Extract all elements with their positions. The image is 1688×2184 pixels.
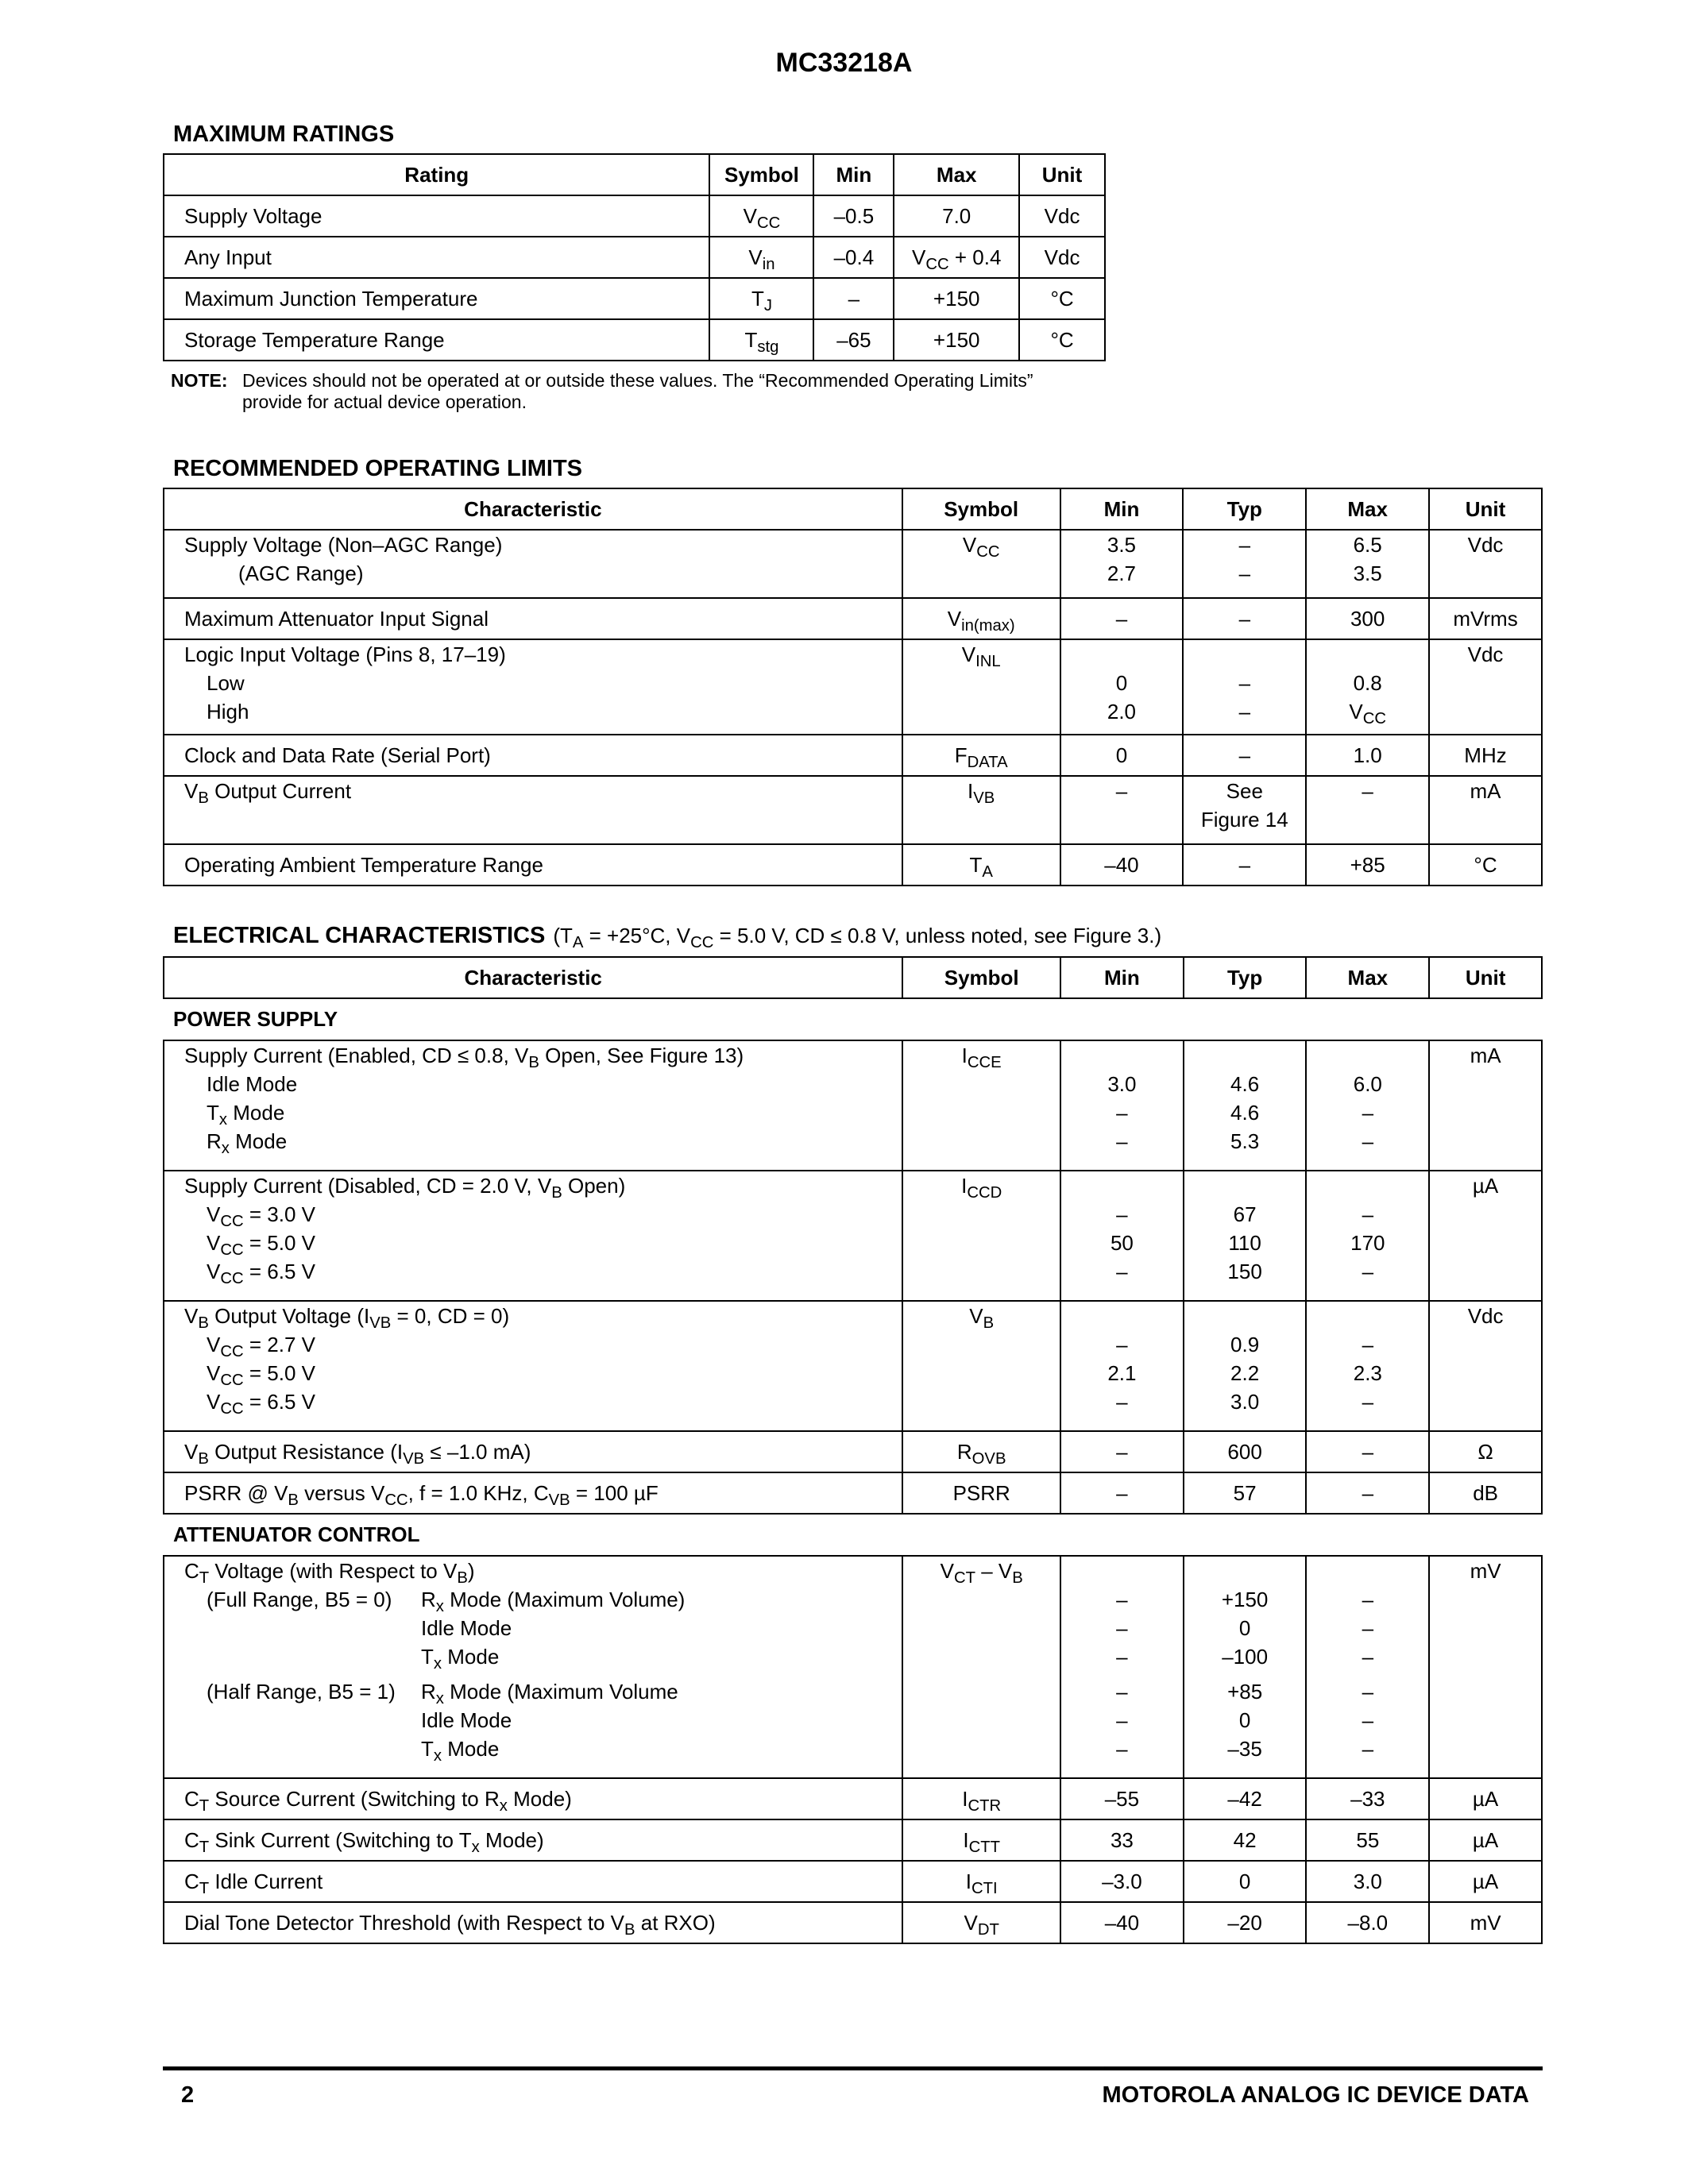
elec-table [163,956,1543,1944]
column-header: Unit [1429,957,1542,998]
column-header: Rating [164,154,709,195]
table-row: Operating Ambient Temperature Range $T_A$ –40 – +85 °C [164,844,1542,886]
table-row: Dial Tone Detector Threshold (with Respect to $V_B$ at RXO) $V_{DT}$ –40 –20 –8.0 mV [164,1902,1542,1943]
table-row: $C_T$ Idle Current $I_{CTI}$ –3.0 0 3.0 µA [164,1861,1542,1902]
max-ratings-table [163,153,1106,361]
column-header: Min [813,154,894,195]
column-header: Unit [1019,154,1105,195]
table-row: $V_B$ Output Voltage ($I_{VB} = 0$, CD = 0) $V_{CC} = 2.7$ V $V_{CC} = 5.0$ V $V_{CC} = 6.5$ V $V_B$ – 2.1 – 0.9 2.2 3.0 – 2.3 – Vdc [164,1301,1542,1431]
table-row: PSRR @ $V_B$ versus $V_{CC}$, f = 1.0 KHz, $C_{VB} = 100$ µF PSRR – 57 – dB [164,1472,1542,1514]
table-row: Maximum Attenuator Input Signal $V_{in(max)}$ – – 300 mVrms [164,598,1542,639]
table-header-row [164,488,1542,530]
column-header: Typ [1184,957,1307,998]
table-row: Any Input $V_{in}$ –0.4 $V_{CC} + 0.4$ Vdc [164,237,1105,278]
table-row: Supply Current (Enabled, CD ≤ 0.8, $V_B$ Open, See Figure 13) Idle Mode $T_x$ Mode $R_x$ Mode $I_{CCE}$ 3.0 – – 4.6 4.6 5.3 6.0 – – mA [164,1040,1542,1171]
column-header: Symbol [902,957,1060,998]
column-header: Typ [1183,488,1306,530]
page-title: MC33218A [775,48,913,78]
rec-limits-table [163,488,1543,886]
footer-publication: MOTOROLA ANALOG IC DEVICE DATA [1102,2082,1529,2108]
section-row: POWER SUPPLY [164,998,1542,1040]
column-header: Symbol [902,488,1060,530]
max-ratings-note: NOTE: Devices should not be operated at or outside these values. The “Recommended Operating Limits” provide for actual device operation. [171,370,1033,412]
column-header: Max [1306,488,1429,530]
max-ratings-title: MAXIMUM RATINGS [173,122,395,147]
elec-title: ELECTRICAL CHARACTERISTICS ($T_A = +25^\circ C$, $V_{CC} = 5.0$ V, CD ≤ 0.8 V, unless noted, see Figure 3.) [173,923,1162,952]
column-header: Max [1306,957,1429,998]
table-row: $V_B$ Output Current $I_{VB}$ – See Figure 14 – mA [164,776,1542,844]
column-header: Min [1060,957,1184,998]
rec-limits-title: RECOMMENDED OPERATING LIMITS [173,456,583,481]
table-row: Supply Voltage (Non–AGC Range) (AGC Range) $V_{CC}$ 3.5 2.7 – – 6.5 3.5 Vdc [164,530,1542,598]
table-row: Supply Voltage $V_{CC}$ –0.5 7.0 Vdc [164,195,1105,237]
page-number: 2 [181,2082,195,2108]
footer-divider [163,2066,1543,2070]
table-row: $V_B$ Output Resistance ($I_{VB} \le -1.0$ mA) $R_{OVB}$ – 600 – Ω [164,1431,1542,1472]
column-header: Max [894,154,1019,195]
table-row: Storage Temperature Range $T_{stg}$ –65 +150 °C [164,319,1105,361]
column-header: Characteristic [164,957,902,998]
column-header: Min [1060,488,1184,530]
table-row: $C_T$ Sink Current (Switching to $T_x$ Mode) $I_{CTT}$ 33 42 55 µA [164,1819,1542,1861]
table-row: Supply Current (Disabled, CD = 2.0 V, $V_B$ Open) $V_{CC} = 3.0$ V $V_{CC} = 5.0$ V $V_{CC} = 6.5$ V $I_{CCD}$ – 50 – 67 110 150 – 170 – µA [164,1171,1542,1301]
table-row: $C_T$ Source Current (Switching to $R_x$ Mode) $I_{CTR}$ –55 –42 –33 µA [164,1778,1542,1819]
table-header-row [164,957,1542,998]
column-header: Characteristic [164,488,902,530]
column-header: Unit [1429,488,1542,530]
table-row: Clock and Data Rate (Serial Port) $F_{DATA}$ 0 – 1.0 MHz [164,735,1542,776]
table-header-row [164,154,1105,195]
table-row: Maximum Junction Temperature $T_J$ – +150 °C [164,278,1105,319]
section-row: ATTENUATOR CONTROL [164,1514,1542,1556]
column-header: Symbol [709,154,813,195]
table-row: Logic Input Voltage (Pins 8, 17–19) Low High $V_{INL}$ 0 2.0 – – 0.8 $V_{CC}$ Vdc [164,639,1542,735]
table-row: $C_T$ Voltage (with Respect to $V_B$) (Full Range, B5 = 0) $R_x$ Mode (Maximum Volume) Idle Mode $T_x$ Mode (Half Range, B5 = 1) $R_x$ Mode (Maximum Volume Idle Mode $T_x$ Mode $V_{CT} - V_B$ – – – – – – +150 0 –100 +85 0 –35 – – – – – – mV [164,1556,1542,1778]
